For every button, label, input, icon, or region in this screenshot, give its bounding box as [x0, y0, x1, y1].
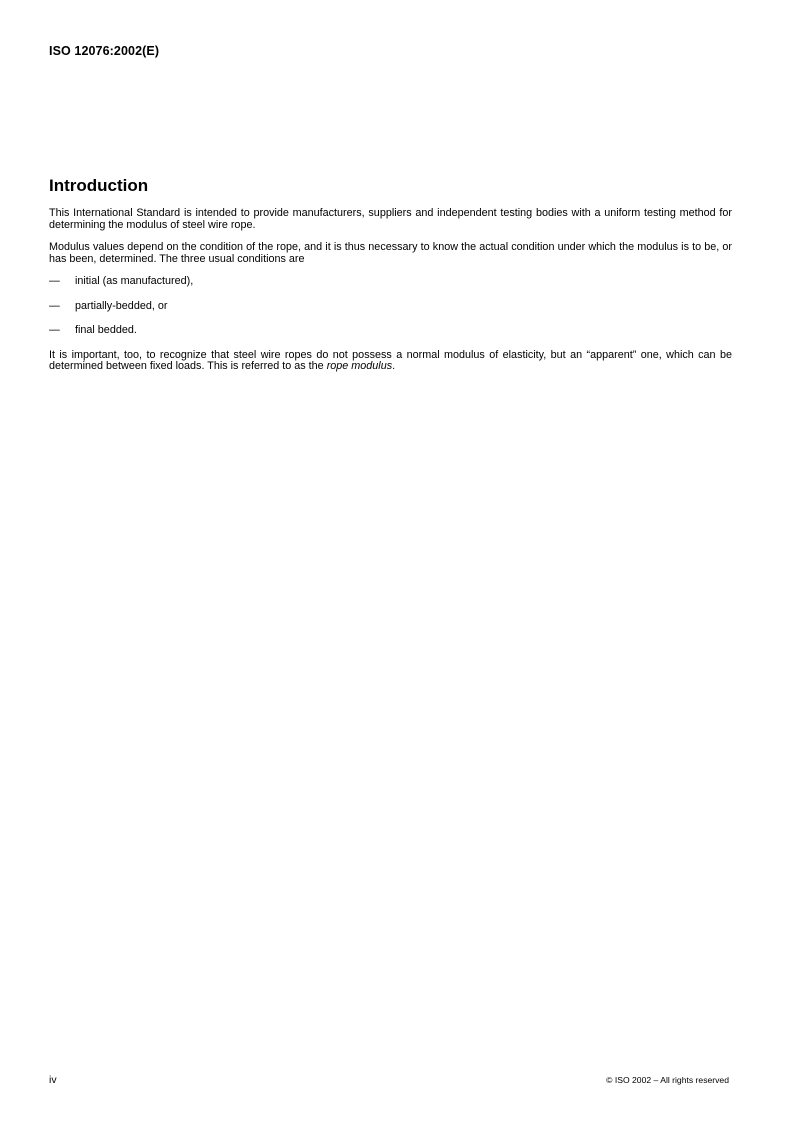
dash-marker: — — [49, 324, 60, 336]
introduction-section — [49, 176, 732, 384]
intro-paragraph-2: Modulus values depend on the condition of the rope, and it is thus necessary to know the actual condition under which the modulus is to be, or has been, determined. The three usual conditions are — [49, 241, 732, 265]
list-item-text: final bedded. — [75, 324, 137, 336]
conditions-list — [49, 276, 732, 337]
page-number: iv — [49, 1074, 57, 1086]
list-item — [49, 276, 732, 288]
paragraph-3-end: . — [392, 360, 396, 372]
dash-marker: — — [49, 299, 60, 312]
list-item-text: initial (as manufactured), — [75, 275, 194, 287]
intro-paragraph-1: This International Standard is intended to provide manufacturers, suppliers and independent testing bodies with a uniform testing method for determining the modulus of steel wire rope. — [49, 207, 732, 231]
document-id: ISO 12076:2002(E) — [49, 44, 160, 58]
intro-paragraph-3 — [49, 350, 732, 373]
copyright-notice: © ISO 2002 – All rights reserved — [606, 1075, 729, 1085]
list-item-text: partially-bedded, or — [75, 299, 168, 312]
dash-marker: — — [49, 275, 60, 287]
list-item — [49, 325, 732, 337]
section-title: Introduction — [49, 176, 149, 195]
paragraph-3-text: It is important, too, to recognize that steel wire ropes do not possess a normal modulus of elasticity, but an “apparent” one, which can be determined between fixed loads. This is referred to as the — [49, 348, 732, 372]
rope-modulus-term: rope modulus — [326, 360, 393, 372]
list-item — [49, 301, 732, 313]
